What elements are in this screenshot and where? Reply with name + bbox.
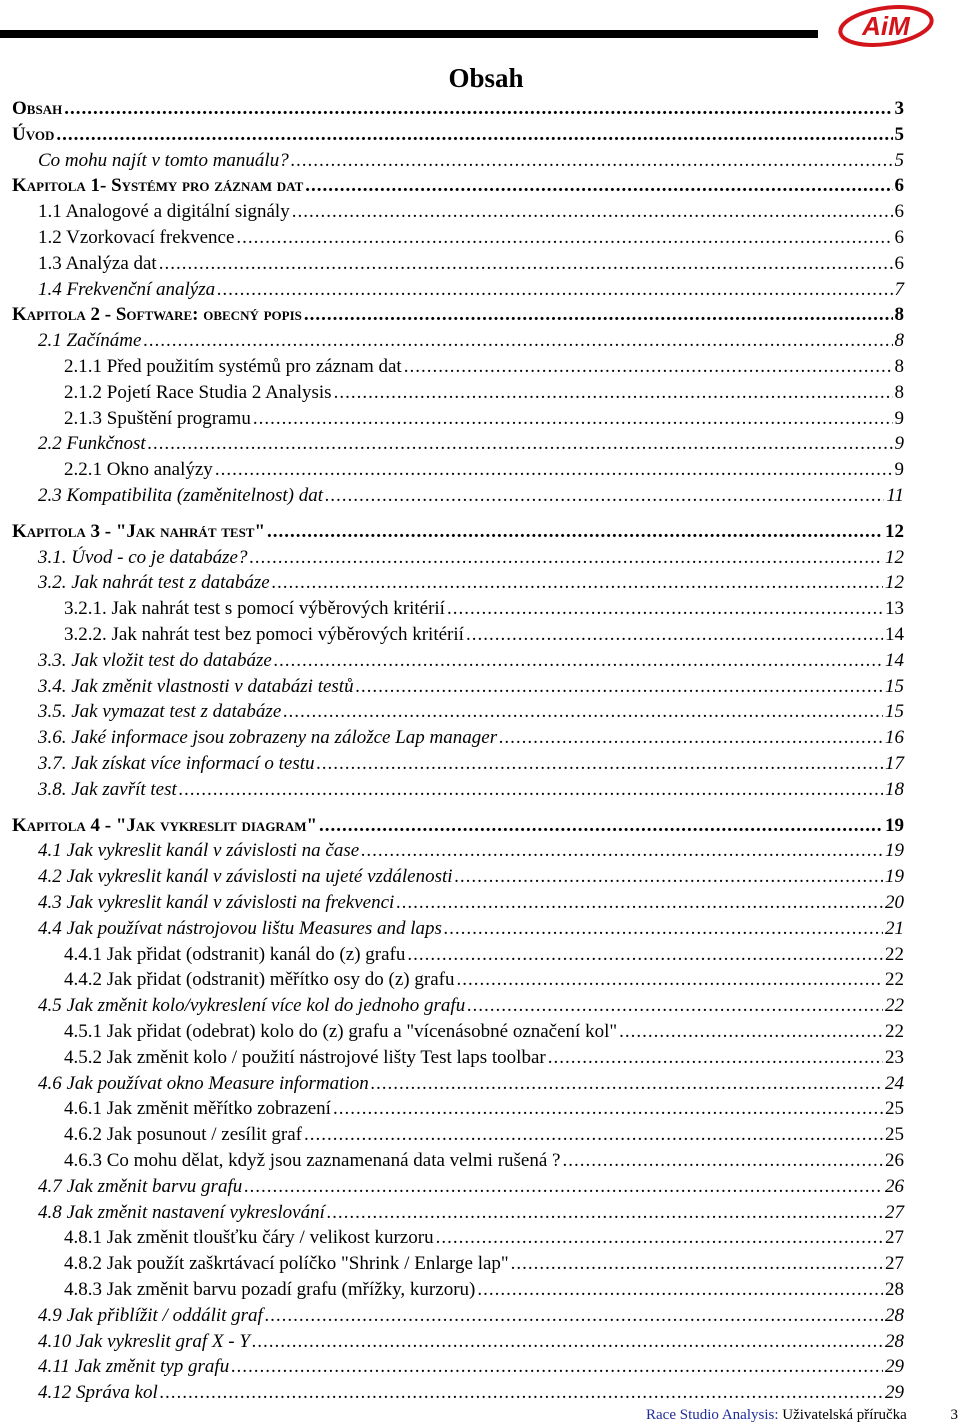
toc-entry-page: 14 — [885, 649, 904, 671]
toc-leader-dots — [274, 648, 883, 674]
toc-entry-page: 12 — [885, 546, 904, 568]
toc-entry[interactable] — [0, 519, 960, 545]
toc-leader-dots — [253, 406, 893, 432]
toc-entry-label: 2.2 Funkčnost — [38, 433, 146, 455]
toc-entry-label: 4.9 Jak přiblížit / oddálit graf — [38, 1304, 263, 1326]
page-footer — [646, 1404, 960, 1426]
toc-entry-page: 8 — [894, 381, 904, 403]
toc-leader-dots — [179, 777, 883, 803]
toc-entry-page: 20 — [885, 892, 904, 913]
toc-entry[interactable] — [0, 354, 960, 380]
toc-entry-label: 3.2.2. Jak nahrát test bez pomoci výběrových kritérií — [64, 624, 464, 645]
toc-entry[interactable] — [0, 1019, 960, 1045]
toc-entry-label: Kapitola 4 - "Jak vykreslit diagram" — [12, 814, 318, 836]
toc-leader-dots — [305, 173, 892, 199]
toc-entry[interactable] — [0, 483, 960, 509]
toc-entry-page: 29 — [885, 1382, 904, 1404]
toc-entry-label: 4.3 Jak vykreslit kanál v závislosti na frekvenci — [38, 892, 395, 913]
toc-entry-label: 2.2.1 Okno analýzy — [64, 459, 213, 481]
toc-leader-dots — [619, 1019, 883, 1045]
toc-entry-label: 3.2.1. Jak nahrát test s pomocí výběrových kritérií — [64, 598, 445, 620]
toc-entry[interactable] — [0, 1225, 960, 1251]
toc-entry-page: 9 — [894, 433, 904, 455]
toc-leader-dots — [215, 457, 893, 483]
toc-entry-label: 1.1 Analogové a digitální signály — [38, 201, 290, 223]
toc-leader-dots — [477, 1277, 883, 1303]
toc-entry[interactable] — [0, 122, 960, 148]
toc-entry-page: 15 — [885, 701, 904, 723]
toc-leader-dots — [356, 674, 883, 700]
toc-entry-label: 3.7. Jak získat více informací o testu — [38, 753, 315, 774]
toc-entry-page: 19 — [885, 814, 904, 836]
toc-leader-dots — [56, 122, 892, 148]
toc-entry-page: 27 — [885, 1227, 904, 1249]
toc-entry-page: 19 — [885, 866, 904, 888]
toc-leader-dots — [249, 545, 883, 571]
toc-entry-label: 3.8. Jak zavřít test — [38, 778, 177, 800]
toc-entry-label: 4.6.3 Co mohu dělat, když jsou zaznamenaná data velmi rušená ? — [64, 1150, 561, 1171]
toc-leader-dots — [562, 1148, 883, 1174]
toc-entry-label: 4.1 Jak vykreslit kanál v závislosti na čase — [38, 840, 360, 862]
toc-entry[interactable] — [0, 251, 960, 277]
toc-leader-dots — [319, 813, 883, 839]
toc-entry-page: 5 — [894, 123, 904, 145]
toc-leader-dots — [396, 890, 883, 916]
toc-entry[interactable] — [0, 1200, 960, 1226]
toc-leader-dots — [334, 380, 893, 406]
toc-entry-page: 14 — [885, 624, 904, 645]
toc-entry-page: 3 — [894, 98, 904, 119]
toc-entry[interactable] — [0, 96, 960, 122]
toc-leader-dots — [404, 354, 893, 380]
toc-leader-dots — [361, 838, 883, 864]
toc-entry[interactable] — [0, 457, 960, 483]
toc-entry-label: 4.4 Jak používat nástrojovou lištu Measures and laps — [38, 917, 442, 939]
toc-entry-page: 6 — [894, 252, 904, 274]
toc-entry-label: 3.6. Jaké informace jsou zobrazeny na záložce Lap manager — [38, 727, 498, 749]
toc-leader-dots — [456, 967, 883, 993]
toc-leader-dots — [317, 751, 884, 777]
toc-entry-page: 6 — [894, 227, 904, 248]
toc-entry-label: 4.5.1 Jak přidat (odebrat) kolo do (z) grafu a "vícenásobné označení kol" — [64, 1021, 618, 1042]
toc-entry-page: 28 — [885, 1304, 904, 1326]
toc-entry[interactable] — [0, 777, 960, 803]
toc-entry-page: 28 — [885, 1330, 904, 1352]
toc-leader-dots — [244, 1174, 883, 1200]
toc-entry-label: 3.1. Úvod - co je databáze? — [38, 546, 248, 568]
toc-entry-page: 9 — [894, 407, 904, 429]
toc-leader-dots — [371, 1071, 883, 1097]
toc-leader-dots — [265, 1303, 883, 1329]
toc-entry-label: Kapitola 3 - "Jak nahrát test" — [12, 520, 266, 542]
toc-leader-dots — [231, 1354, 883, 1380]
toc-entry-label: 1.3 Analýza dat — [38, 252, 157, 274]
toc-entry-page: 27 — [885, 1253, 904, 1275]
toc-entry[interactable] — [0, 916, 960, 942]
toc-entry-page: 12 — [885, 520, 904, 542]
toc-entry[interactable] — [0, 328, 960, 354]
logo-text: AiM — [862, 11, 910, 41]
toc-entry[interactable] — [0, 648, 960, 674]
toc-leader-dots — [236, 225, 892, 251]
footer-doc-title: Race Studio Analysis: — [646, 1407, 779, 1423]
toc-entry[interactable] — [0, 751, 960, 777]
toc-entry-page: 13 — [885, 598, 904, 620]
toc-entry-page: 11 — [886, 485, 904, 506]
toc-entry[interactable] — [0, 864, 960, 890]
toc-entry-label: 4.8.2 Jak použít zaškrtávací políčko "Shrink / Enlarge lap" — [64, 1253, 509, 1275]
toc-entry-page: 22 — [885, 1021, 904, 1042]
toc-entry[interactable] — [0, 1277, 960, 1303]
toc-entry-page: 22 — [885, 995, 904, 1017]
toc-entry[interactable] — [0, 1045, 960, 1071]
toc-entry-label: 4.6.2 Jak posunout / zesílit graf — [64, 1124, 302, 1146]
toc-entry-label: Úvod — [12, 123, 55, 145]
footer-doc-subtitle: Uživatelská příručka — [782, 1407, 907, 1423]
toc-leader-dots — [160, 1380, 883, 1406]
toc-entry-label: 1.4 Frekvenční analýza — [38, 278, 216, 300]
toc-entry[interactable] — [0, 225, 960, 251]
toc-entry-page: 24 — [885, 1072, 904, 1094]
toc-entry-page: 25 — [885, 1124, 904, 1146]
toc-entry[interactable] — [0, 431, 960, 457]
toc-entry-label: 4.4.1 Jak přidat (odstranit) kanál do (z) grafu — [64, 943, 406, 965]
toc-leader-dots — [436, 1225, 883, 1251]
toc-entry[interactable] — [0, 277, 960, 303]
toc-entry-label: 2.1.1 Před použitím systémů pro záznam dat — [64, 356, 402, 377]
toc-leader-dots — [444, 916, 883, 942]
toc-leader-dots — [292, 199, 893, 225]
toc-entry-label: 2.3 Kompatibilita (zaměnitelnost) dat — [38, 485, 323, 506]
toc-entry-page: 26 — [885, 1150, 904, 1171]
toc-entry[interactable] — [0, 1354, 960, 1380]
toc-entry[interactable] — [0, 199, 960, 225]
toc-leader-dots — [252, 1329, 883, 1355]
toc-entry[interactable] — [0, 699, 960, 725]
toc-entry-page: 22 — [885, 969, 904, 991]
toc-entry-page: 8 — [894, 330, 904, 352]
toc-entry-label: Kapitola 2 - Software: obecný popis — [12, 304, 302, 326]
toc-entry-label: 4.4.2 Jak přidat (odstranit) měřítko osy do (z) grafu — [64, 969, 455, 991]
toc-entry[interactable] — [0, 1071, 960, 1097]
toc-entry-page: 23 — [885, 1046, 904, 1068]
toc-entry[interactable] — [0, 993, 960, 1019]
toc-entry-label: Co mohu najít v tomto manuálu? — [38, 149, 289, 171]
toc-leader-dots — [455, 864, 883, 890]
toc-entry-label: 4.5.2 Jak změnit kolo / použití nástrojové lišty Test laps toolbar — [64, 1046, 546, 1068]
page-title: Obsah — [448, 63, 524, 93]
toc-leader-dots — [143, 328, 892, 354]
toc-entry[interactable] — [0, 674, 960, 700]
toc-entry[interactable] — [0, 967, 960, 993]
toc-entry[interactable] — [0, 570, 960, 596]
toc-entry[interactable] — [0, 813, 960, 839]
toc-leader-dots — [217, 277, 892, 303]
toc-entry-page: 19 — [885, 840, 904, 862]
toc-entry-label: 4.10 Jak vykreslit graf X - Y — [38, 1330, 250, 1352]
toc-entry-page: 22 — [885, 943, 904, 965]
toc-entry-label: 1.2 Vzorkovací frekvence — [38, 227, 235, 248]
toc-leader-dots — [148, 431, 893, 457]
toc-entry-label: 3.5. Jak vymazat test z databáze — [38, 701, 282, 723]
toc-entry-page: 6 — [894, 175, 904, 197]
toc-leader-dots — [304, 302, 893, 328]
toc-entry-label: 4.8 Jak změnit nastavení vykreslování — [38, 1201, 325, 1223]
toc-entry-page: 5 — [894, 149, 904, 171]
toc-entry-page: 27 — [885, 1201, 904, 1223]
toc-leader-dots — [333, 1096, 883, 1122]
toc-leader-dots — [327, 1200, 883, 1226]
header-rule — [0, 30, 818, 38]
toc-entry-label: 2.1.3 Spuštění programu — [64, 407, 251, 429]
toc-entry[interactable] — [0, 838, 960, 864]
toc-leader-dots — [511, 1251, 883, 1277]
toc-entry[interactable] — [0, 1329, 960, 1355]
toc-entry-label: 4.12 Správa kol — [38, 1382, 158, 1404]
toc-entry[interactable] — [0, 890, 960, 916]
toc-entry-page: 6 — [894, 201, 904, 223]
toc-entry[interactable] — [0, 1122, 960, 1148]
toc-entry-page: 15 — [885, 675, 904, 697]
toc-entry-label: 2.1.2 Pojetí Race Studia 2 Analysis — [64, 381, 332, 403]
toc-leader-dots — [304, 1122, 883, 1148]
toc-leader-dots — [499, 725, 883, 751]
toc-entry-page: 12 — [885, 572, 904, 594]
toc-entry[interactable] — [0, 942, 960, 968]
toc-entry[interactable] — [0, 380, 960, 406]
toc-entry[interactable] — [0, 1380, 960, 1406]
toc-entry-label: 4.6 Jak používat okno Measure information — [38, 1072, 369, 1094]
toc-entry[interactable] — [0, 302, 960, 328]
toc-entry[interactable] — [0, 1303, 960, 1329]
toc-entry-page: 17 — [885, 753, 904, 774]
toc-entry-label: Kapitola 1- Systémy pro záznam dat — [12, 175, 304, 197]
toc-entry[interactable] — [0, 148, 960, 174]
toc-entry[interactable] — [0, 1174, 960, 1200]
toc-entry[interactable] — [0, 725, 960, 751]
toc-entry-page: 16 — [885, 727, 904, 749]
toc-entry-page: 29 — [885, 1356, 904, 1378]
toc-leader-dots — [272, 570, 883, 596]
toc-entry-page: 18 — [885, 778, 904, 800]
toc-entry[interactable] — [0, 622, 960, 648]
toc-entry[interactable] — [0, 1148, 960, 1174]
toc-entry-label: 2.1 Začínáme — [38, 330, 142, 352]
toc-entry-label: 4.8.1 Jak změnit tloušťku čáry / velikost kurzoru — [64, 1227, 434, 1249]
toc-leader-dots — [467, 993, 883, 1019]
toc-entry-label: 3.2. Jak nahrát test z databáze — [38, 572, 270, 594]
toc-entry-label: 4.11 Jak změnit typ grafu — [38, 1356, 230, 1378]
toc-entry-page: 9 — [894, 459, 904, 481]
toc-entry-page: 8 — [894, 304, 904, 326]
toc-entry[interactable] — [0, 406, 960, 432]
toc-leader-dots — [159, 251, 893, 277]
toc-leader-dots — [283, 699, 883, 725]
aim-logo — [836, 4, 936, 48]
toc-entry-label: Obsah — [12, 98, 63, 119]
toc-leader-dots — [291, 148, 893, 174]
toc-leader-dots — [407, 942, 883, 968]
toc-leader-dots — [466, 622, 883, 648]
toc-entry[interactable] — [0, 1096, 960, 1122]
toc-entry[interactable] — [0, 1251, 960, 1277]
toc-entry[interactable] — [0, 596, 960, 622]
toc-entry-page: 26 — [885, 1175, 904, 1197]
footer-page-number: 3 — [950, 1407, 958, 1423]
toc-leader-dots — [548, 1045, 883, 1071]
toc-entry[interactable] — [0, 545, 960, 571]
toc-entry-label: 4.2 Jak vykreslit kanál v závislosti na ujeté vzdálenosti — [38, 866, 453, 888]
toc-entry-page: 28 — [885, 1279, 904, 1300]
toc-entry-label: 3.3. Jak vložit test do databáze — [38, 649, 272, 671]
toc-entry[interactable] — [0, 173, 960, 199]
toc-entry-page: 21 — [885, 917, 904, 939]
toc-entry-page: 7 — [894, 278, 904, 300]
toc-entry-page: 8 — [894, 356, 904, 377]
toc-leader-dots — [447, 596, 883, 622]
toc-entry-page: 25 — [885, 1098, 904, 1120]
toc-entry-label: 3.4. Jak změnit vlastnosti v databázi testů — [38, 675, 354, 697]
toc-leader-dots — [325, 483, 884, 509]
toc-leader-dots — [267, 519, 883, 545]
toc-entry-label: 4.7 Jak změnit barvu grafu — [38, 1175, 243, 1197]
toc-leader-dots — [64, 96, 892, 122]
toc-entry-label: 4.6.1 Jak změnit měřítko zobrazení — [64, 1098, 331, 1120]
toc-entry-label: 4.8.3 Jak změnit barvu pozadí grafu (mřížky, kurzoru) — [64, 1279, 476, 1300]
toc-entry-label: 4.5 Jak změnit kolo/vykreslení více kol do jednoho grafu — [38, 995, 466, 1017]
